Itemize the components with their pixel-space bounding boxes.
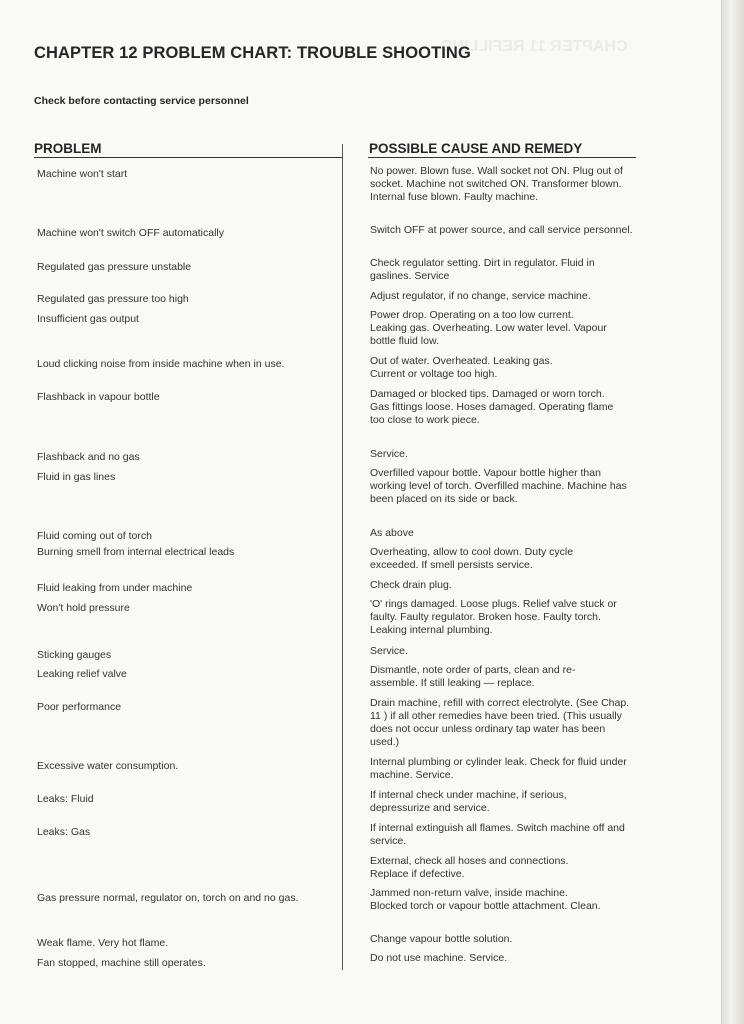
problem-item: Poor performance <box>37 701 122 713</box>
remedy-item: Jammed non-return valve, inside machine. Blocked torch or vapour bottle attachment. Clean. <box>370 887 601 912</box>
problem-item: Fluid in gas lines <box>37 471 116 483</box>
problem-item: Regulated gas pressure unstable <box>37 261 192 273</box>
remedy-item: As above <box>370 527 414 539</box>
problem-column-header: PROBLEM <box>34 141 102 156</box>
remedy-item: Dismantle, note order of parts, clean and re-assemble. If still leaking — replace. <box>370 664 576 689</box>
cause-column-header: POSSIBLE CAUSE AND REMEDY <box>369 141 583 156</box>
remedy-item: 'O' rings damaged. Loose plugs. Relief valve stuck or faulty. Faulty regulator. Broken hose. Faulty torch. Leaking internal plumbing. <box>370 598 617 636</box>
remedy-item: Power drop. Operating on a too low current. Leaking gas. Overheating. Low water level. Vapour bottle fluid low. <box>370 309 607 347</box>
remedy-item: Service. <box>370 448 408 460</box>
problem-item: Insufficient gas output <box>37 313 139 325</box>
remedy-item: Service. <box>370 645 408 657</box>
problem-item: Leaks: Fluid <box>37 793 94 805</box>
remedy-item: Drain machine, refill with correct electrolyte. (See Chap. 11 ) if all other remedies have been tried. (This usually does not occur unless ordinary tap water has been used.) <box>370 697 630 748</box>
remedy-item: Overheating, allow to cool down. Duty cycle exceeded. If smell persists service. <box>370 546 574 571</box>
problem-item: Fan stopped, machine still operates. <box>37 957 206 969</box>
problem-item: Leaking relief valve <box>37 668 127 680</box>
page-edge <box>722 0 744 1024</box>
remedy-item: Damaged or blocked tips. Damaged or worn torch. Gas fittings loose. Hoses damaged. Operating flame too close to work piece. <box>370 388 614 426</box>
problem-item: Regulated gas pressure too high <box>37 293 189 305</box>
remedy-item: External, check all hoses and connections. Replace if defective. <box>370 855 569 880</box>
problem-item: Loud clicking noise from inside machine when in use. <box>37 358 285 370</box>
problem-item: Machine won't switch OFF automatically <box>37 227 224 239</box>
problem-item: Won't hold pressure <box>37 602 130 614</box>
page-title: CHAPTER 12 PROBLEM CHART: TROUBLE SHOOTING <box>34 44 471 62</box>
remedy-item: Check regulator setting. Dirt in regulator. Fluid in gaslines. Service <box>370 257 595 282</box>
header-rule-right <box>368 157 636 158</box>
remedy-item: Out of water. Overheated. Leaking gas. Current or voltage too high. <box>370 355 553 380</box>
problem-item: Fluid leaking from under machine <box>37 582 193 594</box>
remedy-item: Do not use machine. Service. <box>370 952 508 964</box>
remedy-item: Adjust regulator, if no change, service machine. <box>370 290 591 302</box>
problem-item: Sticking gauges <box>37 649 112 661</box>
problem-item: Excessive water consumption. <box>37 760 179 772</box>
problem-item: Burning smell from internal electrical leads <box>37 546 235 558</box>
remedy-item: Check drain plug. <box>370 579 452 591</box>
remedy-item: Switch OFF at power source, and call service personnel. <box>370 224 633 236</box>
problem-item: Gas pressure normal, regulator on, torch on and no gas. <box>37 892 299 904</box>
problem-item: Flashback and no gas <box>37 451 140 463</box>
remedy-item: Overfilled vapour bottle. Vapour bottle higher than working level of torch. Overfilled machine. Machine has been placed on its side or back. <box>370 467 627 505</box>
problem-item: Flashback in vapour bottle <box>37 391 160 403</box>
remedy-item: If internal extinguish all flames. Switch machine off and service. <box>370 822 625 847</box>
show-through-text: CHAPTER 11 REFILLING <box>440 38 628 55</box>
remedy-item: Internal plumbing or cylinder leak. Check for fluid under machine. Service. <box>370 756 627 781</box>
remedy-item: Change vapour bottle solution. <box>370 933 513 945</box>
page-subtitle: Check before contacting service personnel <box>34 95 249 107</box>
column-divider <box>342 144 343 970</box>
problem-item: Weak flame. Very hot flame. <box>37 937 169 949</box>
problem-item: Machine won't start <box>37 168 128 180</box>
problem-item: Leaks: Gas <box>37 826 91 838</box>
header-rule-left <box>34 157 342 158</box>
remedy-item: If internal check under machine, if serious, depressurize and service. <box>370 789 567 814</box>
problem-item: Fluid coming out of torch <box>37 530 152 542</box>
remedy-item: No power. Blown fuse. Wall socket not ON. Plug out of socket. Machine not switched ON. Transformer blown. Internal fuse blown. Faulty machine. <box>370 165 623 203</box>
